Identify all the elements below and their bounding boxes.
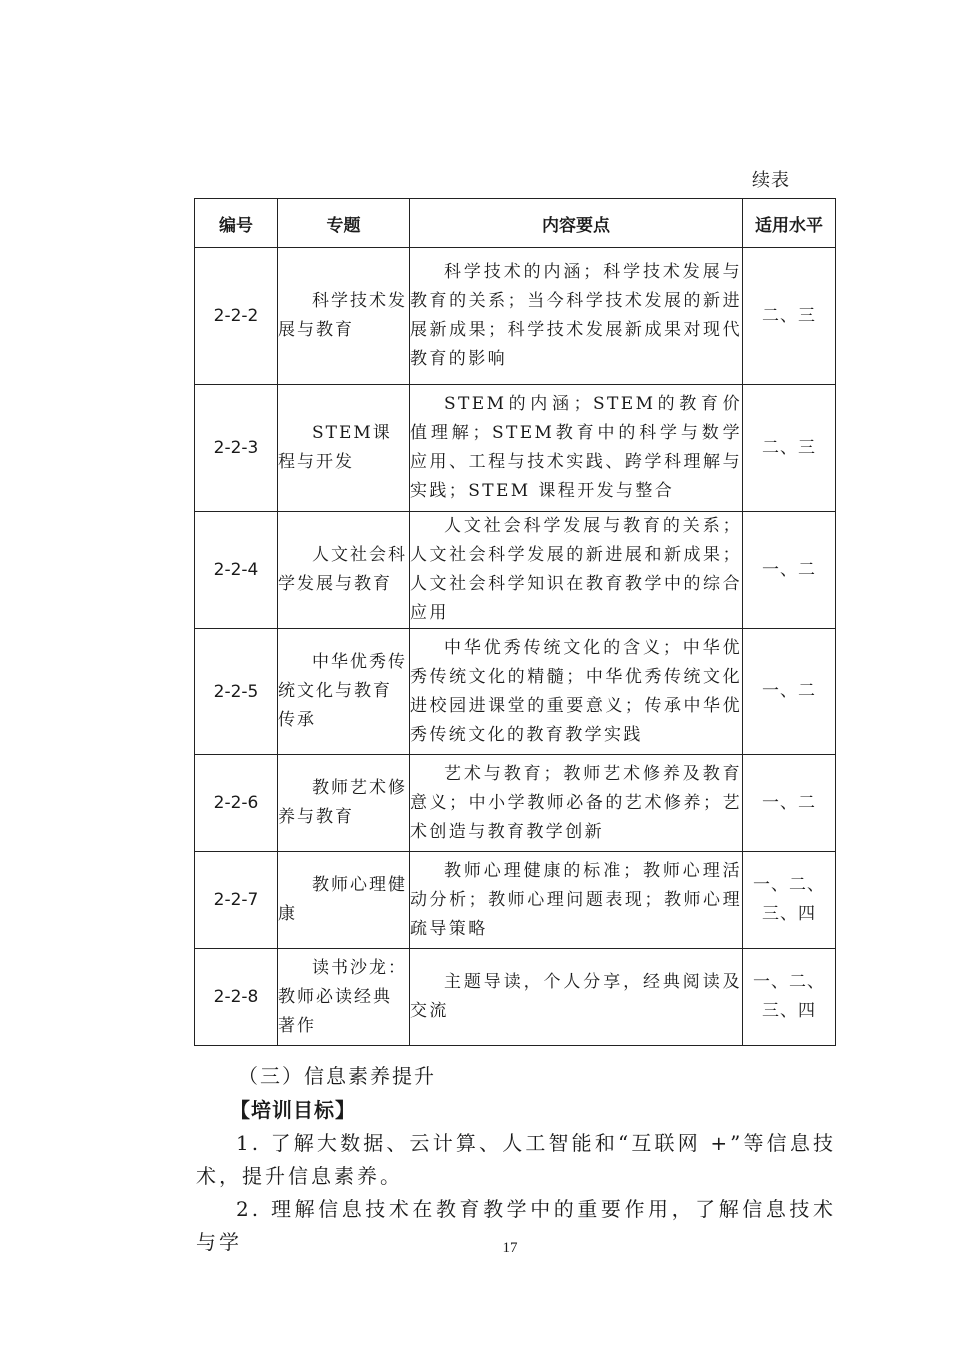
row-level: 一、二 [743, 629, 836, 755]
header-code: 编号 [195, 199, 278, 248]
row-topic: STEM课程与开发 [278, 385, 410, 512]
table-row [195, 949, 836, 1046]
table-row [195, 248, 836, 385]
header-level: 适用水平 [743, 199, 836, 248]
row-level: 一、二、三、四 [743, 949, 836, 1046]
row-content: 科学技术的内涵；科学技术发展与教育的关系；当今科学技术发展的新进展新成果；科学技术发展新成果对现代教育的影响 [410, 248, 743, 385]
row-level: 二、三 [743, 248, 836, 385]
row-code: 2-2-5 [195, 629, 278, 755]
table-header-row [195, 199, 836, 248]
row-code: 2-2-3 [195, 385, 278, 512]
table-row [195, 852, 836, 949]
row-topic: 教师艺术修养与教育 [278, 755, 410, 852]
page-number: 17 [502, 1240, 518, 1256]
table-row [195, 512, 836, 629]
paragraph: 2. 理解信息技术在教育教学中的重要作用，了解信息技术与学 [196, 1197, 836, 1254]
table-row [195, 755, 836, 852]
header-content: 内容要点 [410, 199, 743, 248]
row-code: 2-2-6 [195, 755, 278, 852]
table-row [195, 629, 836, 755]
row-level: 二、三 [743, 385, 836, 512]
row-content: 主题导读，个人分享，经典阅读及交流 [410, 949, 743, 1046]
row-code: 2-2-2 [195, 248, 278, 385]
section-heading: （三）信息素养提升 [238, 1064, 436, 1088]
header-topic: 专题 [278, 199, 410, 248]
row-content: 中华优秀传统文化的含义；中华优秀传统文化的精髓；中华优秀传统文化进校园进课堂的重要意义；传承中华优秀传统文化的教育教学实践 [410, 629, 743, 755]
row-topic: 人文社会科学发展与教育 [278, 512, 410, 629]
row-content: 人文社会科学发展与教育的关系；人文社会科学发展的新进展和新成果；人文社会科学知识在教育教学中的综合应用 [410, 512, 743, 629]
table-row [195, 385, 836, 512]
row-content: 艺术与教育；教师艺术修养及教育意义；中小学教师必备的艺术修养；艺术创造与教育教学创新 [410, 755, 743, 852]
training-topics-table [194, 198, 836, 1046]
paragraph: 1. 了解大数据、云计算、人工智能和“互联网 +”等信息技术，提升信息素养。 [196, 1131, 836, 1188]
row-topic: 中华优秀传统文化与教育传承 [278, 629, 410, 755]
row-topic: 读书沙龙：教师必读经典著作 [278, 949, 410, 1046]
row-content: STEM的内涵；STEM的教育价值理解；STEM教育中的科学与数学应用、工程与技术实践、跨学科理解与实践；STEM 课程开发与整合 [410, 385, 743, 512]
row-content: 教师心理健康的标准；教师心理活动分析；教师心理问题表现；教师心理疏导策略 [410, 852, 743, 949]
row-level: 一、二 [743, 512, 836, 629]
row-level: 一、二、三、四 [743, 852, 836, 949]
row-code: 2-2-4 [195, 512, 278, 629]
training-goals-heading: 【培训目标】 [230, 1098, 356, 1122]
continued-table-label: 续表 [752, 170, 790, 191]
row-topic: 教师心理健康 [278, 852, 410, 949]
row-code: 2-2-8 [195, 949, 278, 1046]
row-code: 2-2-7 [195, 852, 278, 949]
row-topic: 科学技术发展与教育 [278, 248, 410, 385]
row-level: 一、二 [743, 755, 836, 852]
